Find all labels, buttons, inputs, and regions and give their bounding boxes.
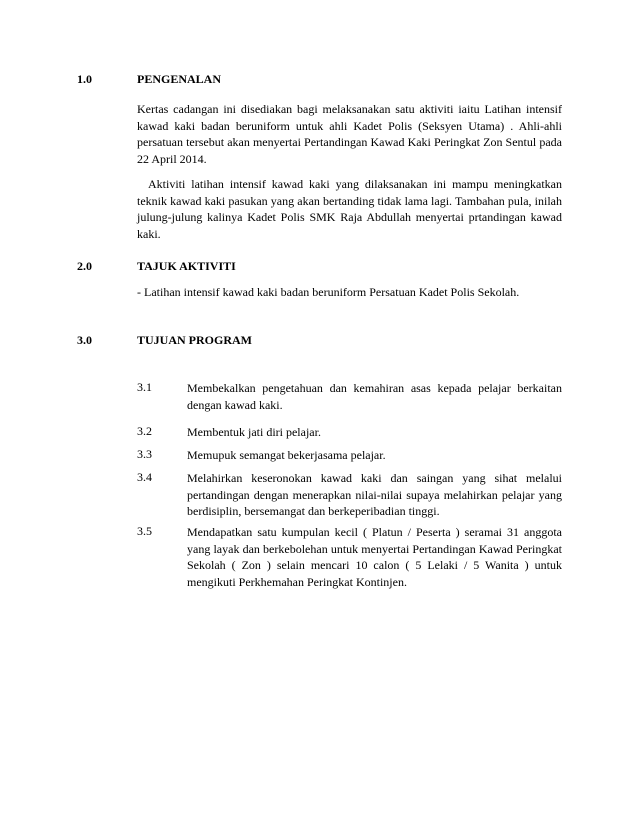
section-1-title: PENGENALAN xyxy=(137,72,222,86)
item-3-4-number: 3.4 xyxy=(137,470,152,484)
section-1-paragraph-2: Aktiviti latihan intensif kawad kaki yang dilaksanakan ini mampu meningkatkan teknik kawad kaki pasukan yang akan bertanding tidak lama lagi. Tambahan pula, inilah julung-julung kalinya Kadet Polis SMK Raja Abdullah menyertai prtandingan kawad kaki. xyxy=(137,177,562,242)
item-3-3-text: Memupuk semangat bekerjasama pelajar. xyxy=(187,448,386,462)
section-1-paragraph-1: Kertas cadangan ini disediakan bagi melaksanakan satu aktiviti iaitu Latihan intensif kawad kaki badan beruniform untuk ahli Kadet Polis (Seksyen Utama) . Ahli-ahli persatuan tersebut akan menyertai Pertandingan Kawad Kaki Peringkat Zon Sentul pada 22 April 2014. xyxy=(137,102,562,167)
item-3-2-text: Membentuk jati diri pelajar. xyxy=(187,425,321,439)
item-3-1-number: 3.1 xyxy=(137,380,152,394)
item-3-4-text: Melahirkan keseronokan kawad kaki dan saingan yang sihat melalui pertandingan dengan menerapkan nilai-nilai supaya melahirkan pelajar yang berdisiplin, bersemangat dan berkeperibadian tinggi. xyxy=(187,471,562,519)
item-3-1-text: Membekalkan pengetahuan dan kemahiran asas kepada pelajar berkaitan dengan kawad kaki. xyxy=(187,381,562,412)
section-2-title: TAJUK AKTIVITI xyxy=(137,259,236,273)
section-2-number: 2.0 xyxy=(77,259,92,273)
item-3-5-text: Mendapatkan satu kumpulan kecil ( Platun / Peserta ) seramai 31 anggota yang layak dan berkebolehan untuk menyertai Pertandingan Kawad Peringkat Sekolah ( Zon ) selain mencari 10 calon ( 5 Lelaki / 5 Wanita ) untuk mengikuti Perkhemahan Peringkat Kontinjen. xyxy=(187,525,562,590)
section-2-text: - Latihan intensif kawad kaki badan beruniform Persatuan Kadet Polis Sekolah. xyxy=(137,285,520,299)
section-1-number: 1.0 xyxy=(77,72,92,86)
item-3-2-number: 3.2 xyxy=(137,424,152,438)
section-3-title: TUJUAN PROGRAM xyxy=(137,333,252,347)
item-3-3-number: 3.3 xyxy=(137,447,152,461)
section-3-number: 3.0 xyxy=(77,333,92,347)
item-3-5-number: 3.5 xyxy=(137,524,152,538)
